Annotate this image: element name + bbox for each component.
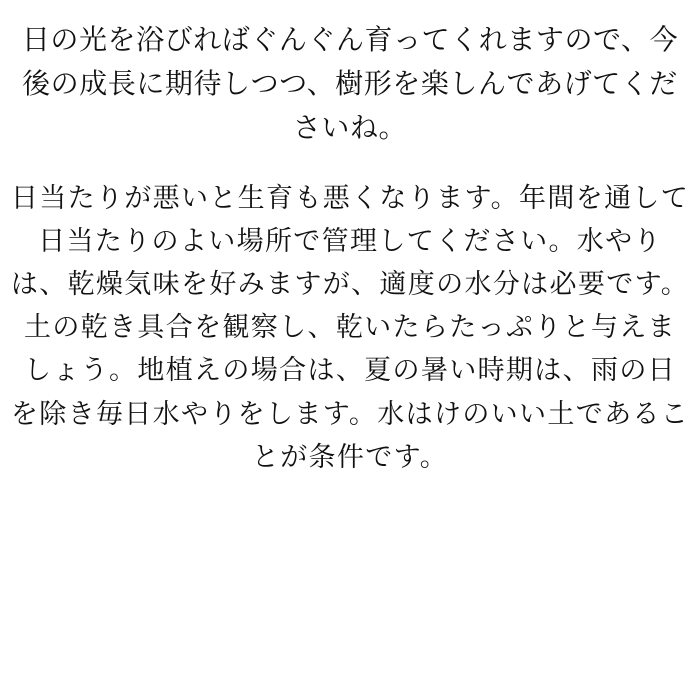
paragraph-block-2 [10,177,690,479]
paragraph-care-sunlight-intro: 日の光を浴びればぐんぐん育ってくれますので、今後の成長に期待しつつ、樹形を楽しんであげてくださいね。 [21,23,679,145]
paragraph-spacer [10,151,690,177]
paragraph-block-1 [10,18,690,151]
paragraph-care-watering-details: 日当たりが悪いと生育も悪くなります。年間を通して日当たりのよい場所で管理してください。水やりは、乾燥気味を好みますが、適度の水分は必要です。土の乾き具合を観察し、乾いたらたっぷりと与えましょう。地植えの場合は、夏の暑い時期は、雨の日を除き毎日水やりをします。水はけのいい土であることが条件です。 [10,182,690,473]
